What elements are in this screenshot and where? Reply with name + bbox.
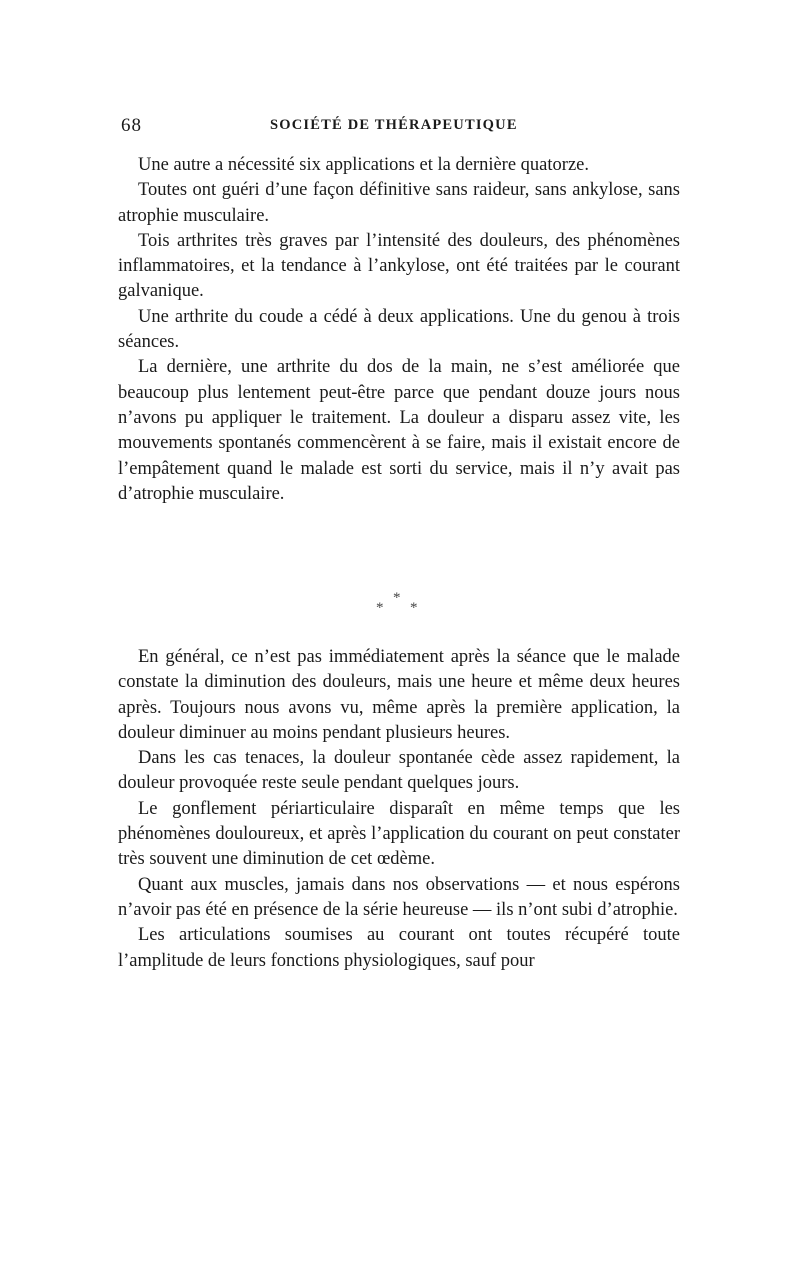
paragraph: Toutes ont guéri d’une façon définitive sans raideur, sans ankylose, sans atrophie musculaire. <box>118 180 680 226</box>
paragraph: Une arthrite du coude a cédé à deux applications. Une du genou à trois séances. <box>118 306 680 353</box>
paragraph: La dernière, une arthrite du dos de la main, ne s’est améliorée que beaucoup plus lentement peut-être parce que pendant douze jours nous n’avons pu appliquer le traitement. La douleur a disparu assez vite, les mouvements spontanés commencèrent à se faire, mais il existait encore de l’empâtement quand le malade est sorti du service, mais il n’y avait pas d’atrophie musculaire. <box>118 357 680 504</box>
separator-star-top: * <box>393 590 401 606</box>
paragraph: Dans les cas tenaces, la douleur spontanée cède assez rapidement, la douleur provoquée reste seule pendant quelques jours. <box>118 748 680 794</box>
page-number: 68 <box>121 115 142 136</box>
paragraph: Les articulations soumises au courant ont toutes récupéré toute l’amplitude de leurs fonctions physiologiques, sauf pour <box>118 925 680 971</box>
separator-star-right: * <box>410 600 418 616</box>
paragraph: En général, ce n’est pas immédiatement après la séance que le malade constate la diminution des douleurs, mais une heure et même deux heures après. Toujours nous avons vu, même après la première application, la douleur diminuer au moins pendant plusieurs heures. <box>118 647 680 743</box>
text-block-1 <box>118 153 680 507</box>
paragraph: Quant aux muscles, jamais dans nos observations — et nous espérons n’avoir pas été en présence de la série heureuse — ils n’ont subi d’atrophie. <box>118 874 680 920</box>
paragraph: Tois arthrites très graves par l’intensité des douleurs, des phénomènes inflammatoires, et la tendance à l’ankylose, ont été traitées par le courant galvanique. <box>118 230 680 302</box>
separator-star-left: * <box>376 600 384 616</box>
paragraph: Une autre a nécessité six applications et la dernière quatorze. <box>138 155 589 175</box>
running-title: SOCIÉTÉ DE THÉRAPEUTIQUE <box>270 117 518 133</box>
paragraph: Le gonflement périarticulaire disparaît en même temps que les phénomènes douloureux, et après l’application du courant on peut constater très souvent une diminution de cet œdème. <box>118 798 680 870</box>
text-block-2 <box>118 645 680 974</box>
section-separator <box>370 590 430 620</box>
